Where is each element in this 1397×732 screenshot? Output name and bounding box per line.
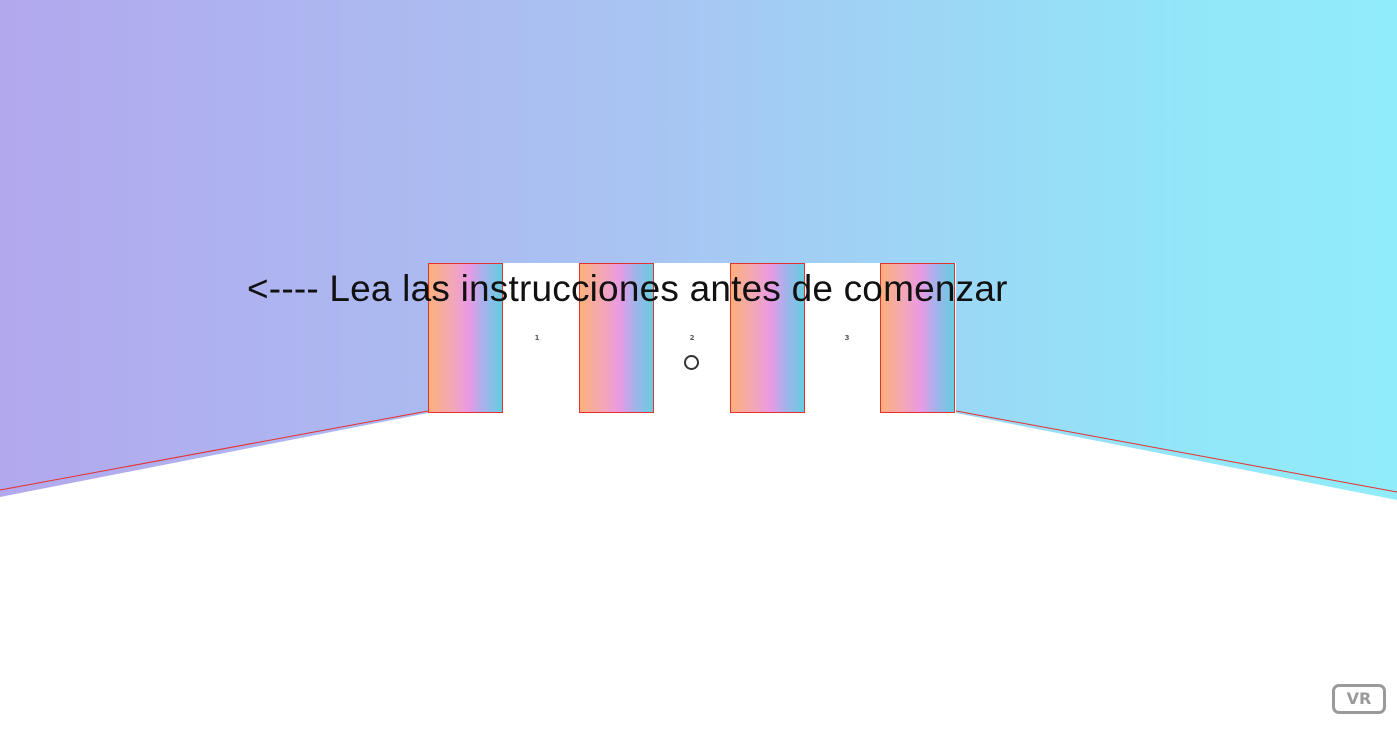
vr-mode-button[interactable]: VR xyxy=(1332,684,1386,714)
floor-plane xyxy=(0,413,1397,732)
door-1[interactable]: 1 xyxy=(534,334,540,342)
gaze-cursor-icon xyxy=(684,355,699,370)
instructions-link[interactable]: <---- Lea las instrucciones antes de comenzar xyxy=(247,268,1008,309)
door-3[interactable]: 3 xyxy=(844,334,850,342)
door-2[interactable]: 2 xyxy=(689,334,695,342)
